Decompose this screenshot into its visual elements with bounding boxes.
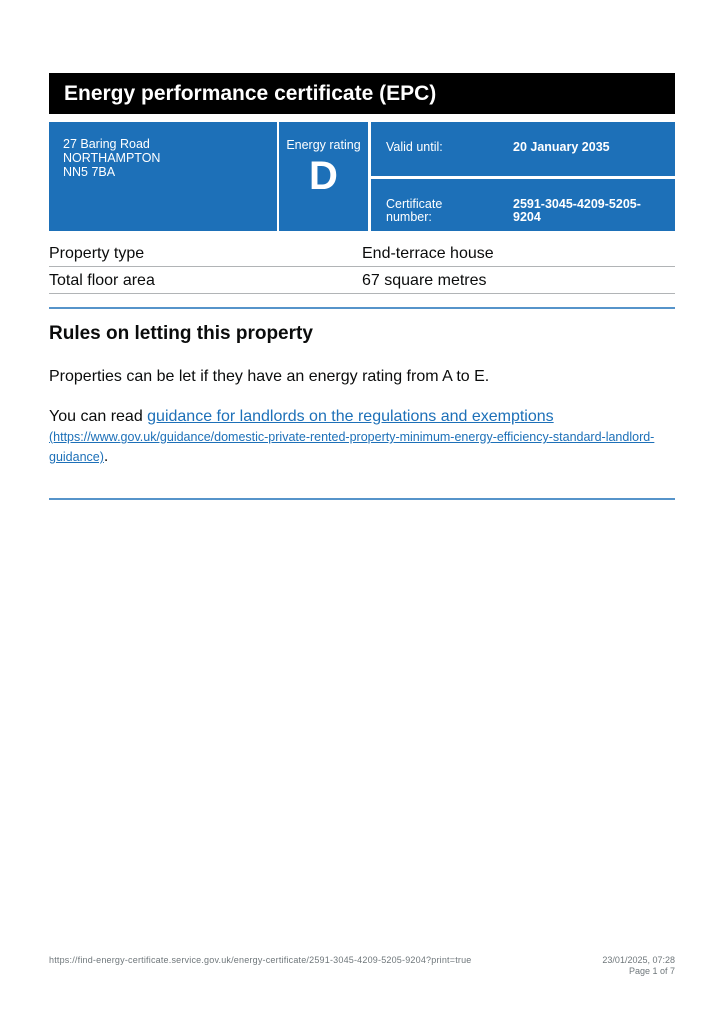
guidance-url-link[interactable]: (https://www.gov.uk/guidance/domestic-private-rented-property-minimum-energy-efficiency-standard-landlord-guidance) (49, 430, 655, 464)
rules-paragraph: Properties can be let if they have an energy rating from A to E. (49, 368, 490, 385)
address-line-2: NORTHAMPTON (63, 151, 161, 165)
table-row (49, 267, 675, 294)
guidance-link[interactable]: guidance for landlords on the regulations and exemptions (147, 408, 554, 425)
valid-until-label: Valid until: (386, 140, 443, 154)
floor-area-value: 67 square metres (362, 272, 487, 289)
table-row (49, 240, 675, 267)
footer-meta (602, 955, 675, 977)
address-line-1: 27 Baring Road (63, 137, 150, 151)
energy-rating-letter: D (309, 154, 338, 198)
property-type-label: Property type (49, 245, 145, 262)
footer-page-number: Page 1 of 7 (628, 966, 675, 976)
floor-area-label: Total floor area (49, 272, 155, 289)
energy-rating-box (279, 122, 368, 231)
page-title: Energy performance certificate (EPC) (49, 73, 675, 114)
guidance-paragraph (49, 407, 675, 467)
footer-url: https://find-energy-certificate.service.gov.uk/energy-certificate/2591-3045-4209-5205-9204?print=true (49, 955, 472, 965)
certificate-number-value: 2591-3045-4209-5205-9204 (513, 197, 641, 224)
certificate-number-label: Certificate number: (386, 197, 443, 224)
section-divider (49, 498, 675, 500)
property-address (49, 122, 277, 231)
certificate-number-box (371, 179, 675, 231)
section-divider (49, 307, 675, 309)
guidance-suffix: . (103, 448, 109, 465)
property-table (49, 240, 675, 294)
rules-heading: Rules on letting this property (49, 323, 313, 344)
certificate-summary (49, 122, 675, 231)
guidance-prefix: You can read (49, 408, 148, 425)
energy-rating-label: Energy rating (286, 138, 361, 152)
property-type-value: End-terrace house (362, 245, 494, 262)
valid-until-box (371, 122, 675, 176)
address-line-3: NN5 7BA (63, 165, 116, 179)
footer-datetime: 23/01/2025, 07:28 (602, 955, 675, 965)
valid-until-value: 20 January 2035 (513, 140, 610, 154)
